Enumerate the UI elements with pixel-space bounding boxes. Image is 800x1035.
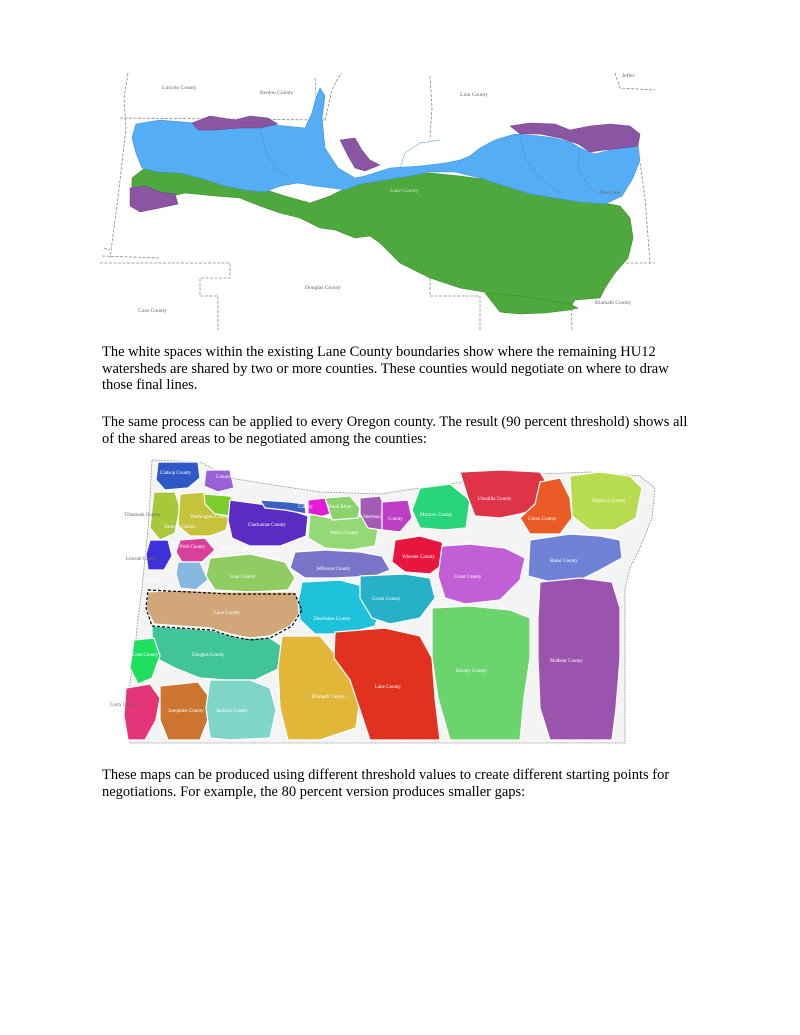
county-label-klamath: Klamath County xyxy=(312,695,346,700)
county-label-crook: Crook County xyxy=(372,597,401,602)
county-label-jefferson: Jefferson County xyxy=(316,567,351,572)
county-label-wheeler: Wheeler County xyxy=(402,555,435,560)
county-label-josephine: Josephine County xyxy=(168,709,204,714)
county-label-harney: Harney County xyxy=(456,669,487,674)
county-label-columbia: Columbia County xyxy=(216,475,252,480)
oregon-counties-map xyxy=(110,458,660,745)
county-label-washington: Washington County xyxy=(190,515,230,520)
paragraph-every-county: The same process can be applied to every Oregon county. The result (90 percent threshold) shows all of the shared areas to be negotiated among the counties: xyxy=(102,414,688,447)
county-label-lane: Lane County xyxy=(214,611,240,616)
lane-map-label-coos: Coos County xyxy=(138,308,167,314)
county-label-douglas: Douglas County xyxy=(192,653,225,658)
county-label-jackson: Jackson County xyxy=(216,709,248,714)
county-label-marion: Marion County xyxy=(220,547,251,552)
county-label-malheur: Malheur County xyxy=(550,659,583,664)
county-label-clatsop: Clatsop County xyxy=(160,471,192,476)
lane-map-label-lane: Lane County xyxy=(390,188,419,194)
county-label-sherman: Sherman xyxy=(363,515,381,520)
lane-map-label-deschutes: Deschute xyxy=(600,190,621,196)
county-label-wallowa: Wallowa County xyxy=(592,499,626,504)
lane-county-map xyxy=(100,68,655,330)
county-label-tillamook: Tillamook County xyxy=(124,513,161,518)
county-label-clackamas: Clackamas County xyxy=(248,523,286,528)
county-label-morrow: Morrow County xyxy=(420,513,453,518)
lane-map-label-douglas: Douglas County xyxy=(305,285,341,291)
county-label-union: Union County xyxy=(528,517,557,522)
county-label-coos: Coos County xyxy=(132,653,159,658)
lane-map-label-linn: Linn County xyxy=(460,92,488,98)
county-label-lincoln: Lincoln County xyxy=(126,557,158,562)
paragraph-threshold-values: These maps can be produced using different threshold values to create different starting points for negotiations. For example, the 80 percent version produces smaller gaps: xyxy=(102,767,670,800)
county-label-wasco: Wasco County xyxy=(330,531,360,536)
lane-map-label-jefferson: Jeffer xyxy=(622,73,635,79)
county-label-multnomah: County xyxy=(298,505,313,510)
county-label-deschutes: Deschutes County xyxy=(314,617,351,622)
county-label-gilliam: County xyxy=(388,517,403,522)
county-label-umatilla: Umatilla County xyxy=(478,497,512,502)
county-label-lake: Lake County xyxy=(375,685,401,690)
paragraph-shared-watersheds: The white spaces within the existing Lane County boundaries show where the remaining HU12 watersheds are shared by two or more counties. These counties would negotiate on where to draw those final lines. xyxy=(102,344,669,393)
lane-map-label-lincoln: Lincoln County xyxy=(162,85,197,91)
county-label-yamhill: Yamhill County xyxy=(164,525,196,530)
county-label-polk: Polk County xyxy=(180,545,206,550)
county-label-benton: Benton xyxy=(146,579,161,584)
lane-map-label-klamath: Klamath County xyxy=(595,300,632,306)
county-label-hood-river: Hood River xyxy=(328,505,352,510)
county-label-linn: Linn County xyxy=(230,575,256,580)
county-label-baker: Baker County xyxy=(550,559,578,564)
lane-map-label-benton: Benton County xyxy=(260,90,294,96)
county-label-curry: Curry County xyxy=(110,703,138,708)
county-label-grant: Grant County xyxy=(454,575,482,580)
